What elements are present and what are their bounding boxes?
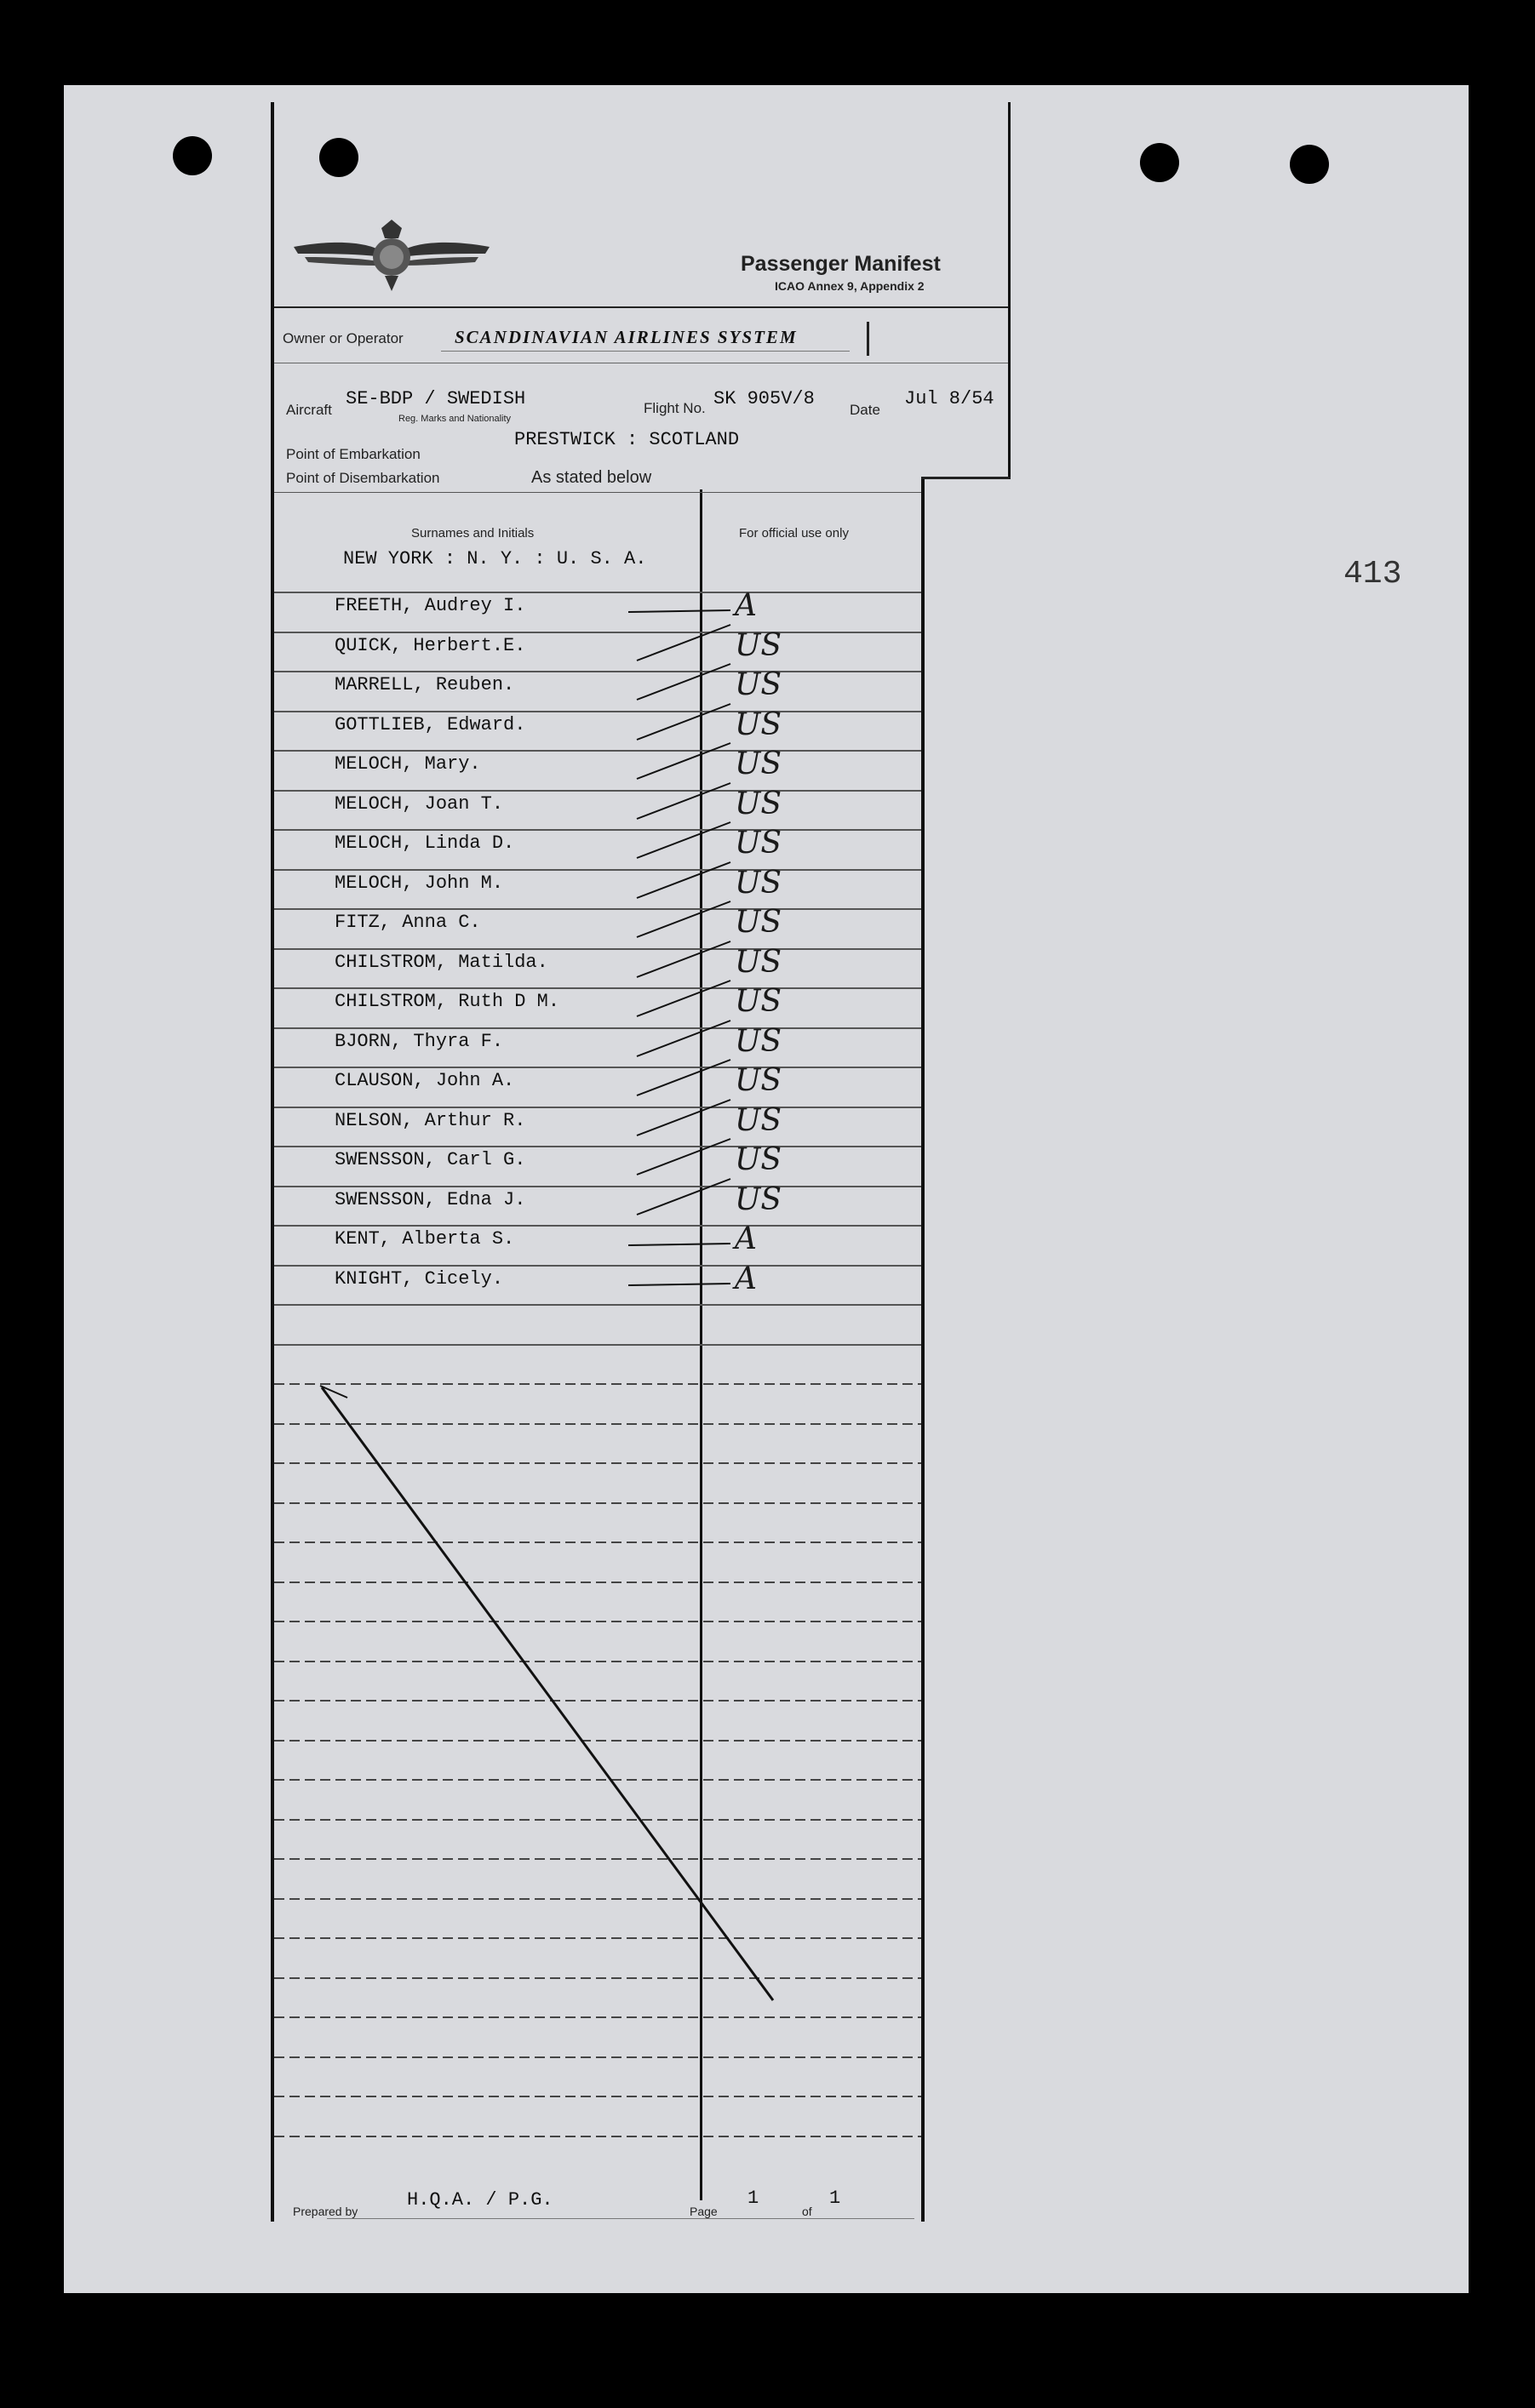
official-use-mark: US	[735, 746, 782, 781]
passenger-name: SWENSSON, Edna J.	[335, 1188, 526, 1210]
official-use-mark: A	[735, 1221, 757, 1256]
passenger-name: BJORN, Thyra F.	[335, 1030, 504, 1052]
passenger-name: MARRELL, Reuben.	[335, 674, 515, 695]
form-title: Passenger Manifest	[741, 252, 941, 276]
official-use-mark: US	[735, 1023, 782, 1059]
passenger-name: SWENSSON, Carl G.	[335, 1149, 526, 1170]
official-use-mark: A	[735, 588, 757, 623]
punch-hole	[1140, 143, 1179, 182]
punch-hole	[173, 136, 212, 175]
embarkation-label: Point of Embarkation	[286, 446, 421, 462]
aircraft-label: Aircraft	[286, 402, 332, 418]
passenger-name: QUICK, Herbert.E.	[335, 634, 526, 656]
passenger-name: CLAUSON, John A.	[335, 1070, 515, 1091]
owner-label: Owner or Operator	[283, 330, 404, 346]
passenger-name: MELOCH, Mary.	[335, 753, 481, 775]
official-use-mark: US	[735, 1181, 782, 1217]
column-header-names: Surnames and Initials	[411, 526, 535, 541]
disembarkation-value: As stated below	[531, 468, 652, 487]
official-use-mark: US	[735, 1102, 782, 1138]
official-use-mark: US	[735, 944, 782, 980]
embarkation-value: PRESTWICK : SCOTLAND	[514, 429, 740, 450]
flight-label: Flight No.	[644, 400, 706, 416]
manifest-annotations	[271, 102, 1011, 2222]
official-use-mark: US	[735, 667, 782, 702]
prepared-by-label: Prepared by	[293, 2205, 358, 2218]
passenger-name: MELOCH, Joan T.	[335, 792, 504, 815]
passenger-name: MELOCH, Linda D.	[335, 832, 515, 854]
passenger-name: KENT, Alberta S.	[335, 1228, 515, 1250]
of-value: 1	[829, 2188, 841, 2209]
passenger-manifest-form	[271, 102, 1011, 2222]
passenger-name: FREETH, Audrey I.	[335, 595, 526, 616]
form-subtitle: ICAO Annex 9, Appendix 2	[775, 279, 925, 293]
official-use-mark: US	[735, 865, 782, 901]
cancellation-slash	[322, 1387, 773, 2000]
punch-hole	[1290, 145, 1329, 184]
passenger-name: MELOCH, John M.	[335, 872, 504, 894]
passenger-name: KNIGHT, Cicely.	[335, 1267, 504, 1290]
official-use-mark: US	[735, 826, 782, 861]
column-header-official: For official use only	[739, 526, 849, 541]
passenger-name: NELSON, Arthur R.	[335, 1109, 526, 1131]
date-label: Date	[850, 402, 880, 418]
page-value: 1	[747, 2188, 759, 2209]
official-use-mark: US	[735, 984, 782, 1019]
page-label: Page	[690, 2205, 718, 2218]
official-use-mark: US	[735, 1063, 782, 1098]
of-label: of	[802, 2205, 812, 2218]
aircraft-sublabel: Reg. Marks and Nationality	[398, 414, 512, 424]
official-use-mark: US	[735, 706, 782, 742]
passenger-name: GOTTLIEB, Edward.	[335, 713, 526, 735]
official-use-mark: US	[735, 905, 782, 940]
official-use-mark: A	[735, 1261, 757, 1296]
aircraft-value: SE-BDP / SWEDISH	[346, 388, 526, 409]
official-use-mark: US	[735, 786, 782, 821]
archive-page-number: 413	[1343, 556, 1402, 592]
passenger-name: CHILSTROM, Matilda.	[335, 951, 548, 973]
destination-header: NEW YORK : N. Y. : U. S. A.	[343, 548, 647, 569]
flight-value: SK 905V/8	[713, 388, 815, 409]
passenger-name: FITZ, Anna C.	[335, 912, 481, 933]
official-use-mark: US	[735, 627, 782, 663]
date-value: Jul 8/54	[904, 388, 994, 409]
prepared-by-value: H.Q.A. / P.G.	[407, 2189, 553, 2211]
passenger-name: CHILSTROM, Ruth D M.	[335, 991, 560, 1012]
disembarkation-label: Point of Disembarkation	[286, 470, 440, 486]
official-use-mark: US	[735, 1142, 782, 1177]
owner-value: SCANDINAVIAN AIRLINES SYSTEM	[455, 327, 798, 347]
